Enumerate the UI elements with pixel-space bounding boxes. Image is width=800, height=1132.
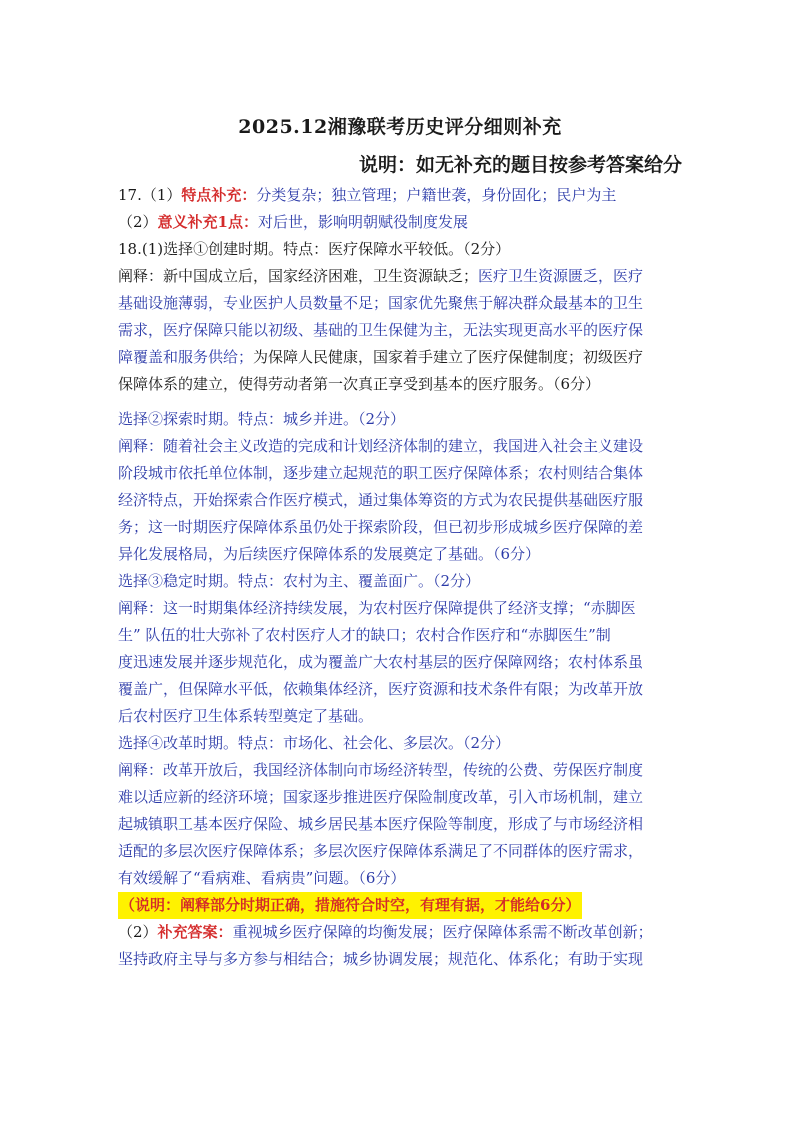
emphasis-label: 特点补充：	[181, 186, 257, 204]
text-span: 适配的多层次医疗保障体系；多层次医疗保障体系满足了不同群体的医疗需求，	[118, 842, 644, 860]
text-span: 难以适应新的经济环境；国家逐步推进医疗保险制度改革，引入市场机制，建立	[118, 788, 644, 806]
text-line	[118, 182, 683, 209]
text-line	[118, 730, 683, 757]
document-body	[118, 182, 683, 973]
text-span: 选择③稳定时期。特点：农村为主、覆盖面广。（2分）	[118, 572, 481, 590]
text-span: 阐释：新中国成立后，国家经济困难，卫生资源缺乏；	[118, 267, 479, 285]
text-span: 坚持政府主导与多方参与相结合；城乡协调发展；规范化、体系化；有助于实现	[118, 950, 644, 968]
emphasis-label: 补充答案：	[157, 923, 233, 941]
text-span: 阶段城市依托单位体制，逐步建立起规范的职工医疗保障体系；农村则结合集体	[118, 464, 644, 482]
text-span: 阐释：随着社会主义改造的完成和计划经济体制的建立，我国进入社会主义建设	[118, 437, 644, 455]
text-span: 18.(1)选择①创建时期。特点：医疗保障水平较低。（2分）	[118, 240, 511, 258]
emphasis-label: 意义补充1点：	[157, 213, 258, 231]
text-span: 分类复杂；独立管理；户籍世袭，身份固化；民户为主	[256, 186, 617, 204]
text-line	[118, 919, 683, 946]
text-span: 务；这一时期医疗保障体系虽仍处于探索阶段，但已初步形成城乡医疗保障的差	[118, 518, 644, 536]
text-span: 对后世，影响明朝赋役制度发展	[258, 213, 469, 231]
text-span: 阐释：这一时期集体经济持续发展，为农村医疗保障提供了经济支撑；“赤脚医	[118, 599, 636, 617]
document-title: 2025.12湘豫联考历史评分细则补充	[238, 116, 562, 138]
text-span: （2）	[118, 923, 158, 941]
text-line	[118, 236, 683, 263]
text-line	[118, 865, 683, 892]
text-span: 起城镇职工基本医疗保险、城乡居民基本医疗保险等制度，形成了与市场经济相	[118, 815, 644, 833]
text-line	[118, 757, 683, 784]
text-line	[118, 487, 683, 514]
text-line	[118, 344, 683, 371]
text-line	[118, 595, 683, 622]
text-span: （2）	[118, 213, 158, 231]
text-span: 保障体系的建立，使得劳动者第一次真正享受到基本的医疗服务。（6分）	[118, 375, 601, 393]
text-line	[118, 371, 683, 398]
text-line	[118, 703, 683, 730]
text-line	[118, 317, 683, 344]
text-line	[118, 514, 683, 541]
text-line	[118, 811, 683, 838]
text-span: 经济特点，开始探索合作医疗模式，通过集体筹资的方式为农民提供基础医疗服	[118, 491, 644, 509]
text-span: 选择④改革时期。特点：市场化、社会化、多层次。（2分）	[118, 734, 511, 752]
text-line	[118, 568, 683, 595]
text-span: 障覆盖和服务供给；	[118, 348, 254, 366]
text-line	[118, 406, 683, 433]
text-line	[118, 784, 683, 811]
text-line	[118, 290, 683, 317]
text-span: 17.（1）	[118, 186, 182, 204]
text-line	[118, 263, 683, 290]
paragraph-gap	[118, 398, 683, 406]
text-span: 异化发展格局，为后续医疗保障体系的发展奠定了基础。（6分）	[118, 545, 541, 563]
text-line	[118, 622, 683, 649]
text-span: 重视城乡医疗保障的均衡发展；医疗保障体系需不断改革创新；	[232, 923, 653, 941]
text-span: 需求，医疗保障只能以初级、基础的卫生保健为主，无法实现更高水平的医疗保	[118, 321, 644, 339]
text-span: 覆盖广，但保障水平低，依赖集体经济，医疗资源和技术条件有限；为改革开放	[118, 680, 644, 698]
text-line	[118, 209, 683, 236]
text-span: （说明：阐释部分时期正确，措施符合时空，有理有据，才能给6分）	[120, 896, 581, 914]
text-span: 有效缓解了“看病难、看病贵”问题。（6分）	[118, 869, 406, 887]
text-line	[118, 946, 683, 973]
text-span: 度迅速发展并逐步规范化，成为覆盖广大农村基层的医疗保障网络；农村体系虽	[118, 653, 644, 671]
text-span: 医疗卫生资源匮乏，医疗	[478, 267, 644, 285]
text-line	[118, 676, 683, 703]
text-line	[118, 541, 683, 568]
document-subtitle: 说明：如无补充的题目按参考答案给分	[358, 154, 682, 176]
highlighted-note-line	[118, 892, 683, 919]
text-line	[118, 649, 683, 676]
text-span: 后农村医疗卫生体系转型奠定了基础。	[118, 707, 374, 725]
text-span: 生” 队伍的壮大弥补了农村医疗人才的缺口；农村合作医疗和“赤脚医生”制	[118, 626, 611, 644]
text-line	[118, 433, 683, 460]
text-span: 基础设施薄弱，专业医护人员数量不足；国家优先聚焦于解决群众最基本的卫生	[118, 294, 644, 312]
text-line	[118, 838, 683, 865]
text-span: 阐释：改革开放后，我国经济体制向市场经济转型，传统的公费、劳保医疗制度	[118, 761, 644, 779]
text-line	[118, 460, 683, 487]
text-span: 选择②探索时期。特点：城乡并进。（2分）	[118, 410, 406, 428]
text-span: 为保障人民健康，国家着手建立了医疗保健制度；初级医疗	[253, 348, 644, 366]
